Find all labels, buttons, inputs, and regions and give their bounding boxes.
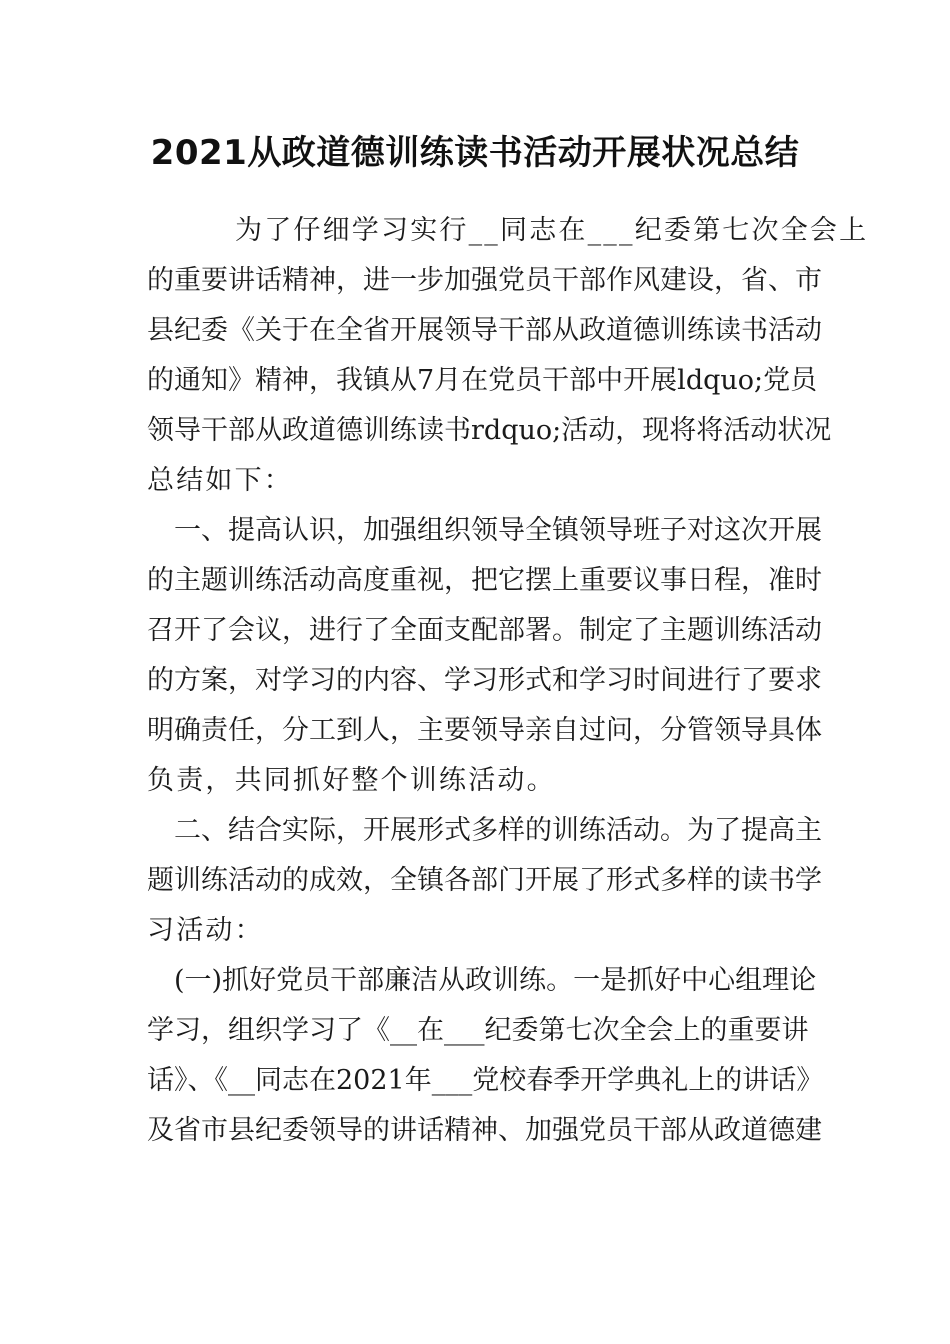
paragraph-line: 习活动： [147, 915, 264, 946]
paragraph-line: 的通知》精神，我镇从7月在党员干部中开展ldquo;党员 [147, 365, 818, 396]
paragraph-line: 的主题训练活动高度重视，把它摆上重要议事日程，准时 [147, 565, 822, 596]
paragraph-line: 一、提高认识，加强组织领导全镇领导班子对这次开展 [174, 515, 822, 546]
paragraph-line: 负责，共同抓好整个训练活动。 [147, 765, 556, 796]
paragraph-line: 题训练活动的成效，全镇各部门开展了形式多样的读书学 [147, 865, 822, 896]
paragraph-line: 话》、《__同志在2021年___党校春季开学典礼上的讲话》 [147, 1065, 824, 1096]
paragraph-line: 学习，组织学习了《__在___纪委第七次全会上的重要讲 [147, 1015, 809, 1046]
paragraph-line: 及省市县纪委领导的讲话精神、加强党员干部从政道德建 [147, 1115, 822, 1146]
paragraph-line: 明确责任，分工到人，主要领导亲自过问，分管领导具体 [147, 715, 822, 746]
document-title: 2021从政道德训练读书活动开展状况总结 [150, 133, 800, 173]
paragraph-line: 二、结合实际，开展形式多样的训练活动。为了提高主 [174, 815, 822, 846]
paragraph-line: 县纪委《关于在全省开展领导干部从政道德训练读书活动 [147, 315, 822, 346]
paragraph-line: 的方案，对学习的内容、学习形式和学习时间进行了要求 [147, 665, 822, 696]
paragraph-line: 的重要讲话精神，进一步加强党员干部作风建设，省、市 [147, 265, 822, 296]
paragraph-line: 领导干部从政道德训练读书rdquo;活动，现将将活动状况 [147, 415, 832, 446]
paragraph-line: 召开了会议，进行了全面支配部署。制定了主题训练活动 [147, 615, 822, 646]
paragraph-line: (一)抓好党员干部廉洁从政训练。一是抓好中心组理论 [174, 965, 817, 996]
paragraph-line: 为了仔细学习实行__同志在___纪委第七次全会上 [235, 215, 869, 246]
paragraph-line: 总结如下： [147, 465, 293, 496]
